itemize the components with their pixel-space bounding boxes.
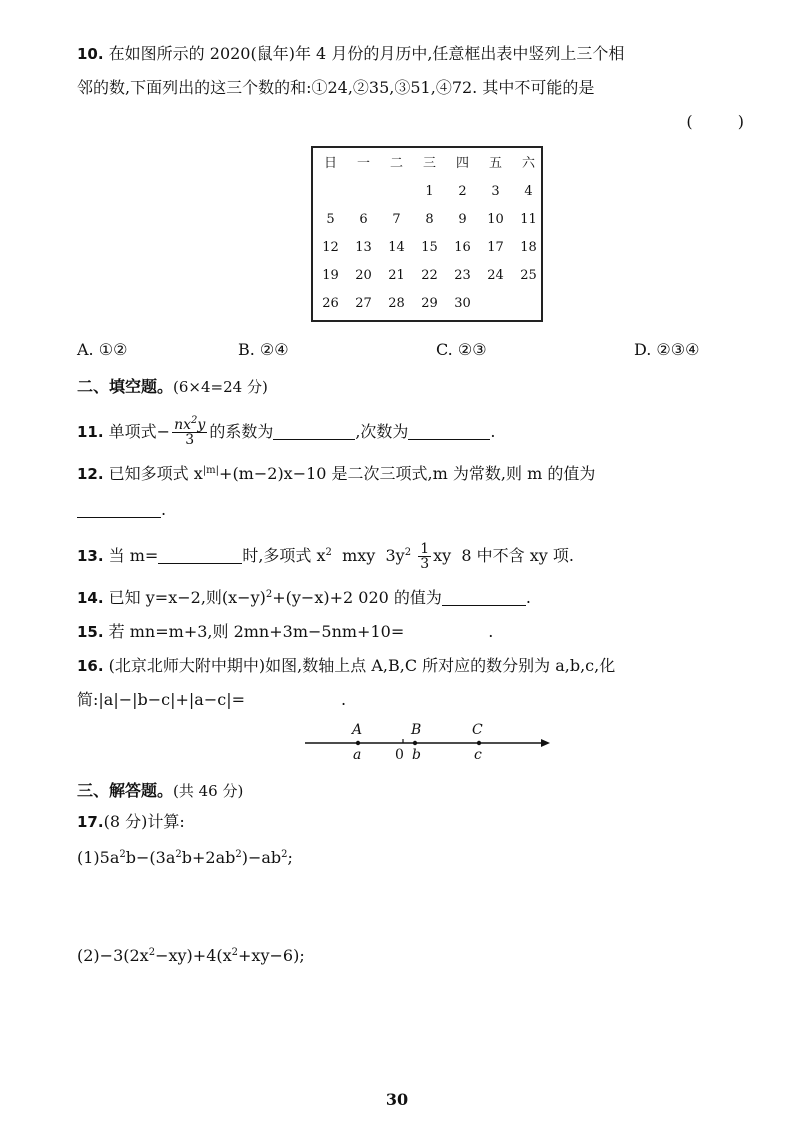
calendar-day-cell: 13	[355, 240, 372, 255]
q17-part1	[77, 848, 293, 868]
q17-p2-m1: −xy)+4(x	[155, 946, 232, 965]
q11-number: 11.	[77, 423, 104, 441]
calendar-day-cell: 29	[421, 296, 438, 311]
q16-text-2: 简:|a|−|b−c|+|a−c|=	[77, 690, 246, 709]
q15-text: 若 mn=m+3,则 2mn+3m−5nm+10=	[108, 622, 405, 641]
q17-number: 17.	[77, 813, 104, 831]
q11-frac-num: nx	[174, 417, 192, 433]
q17-p2-s2: 2	[231, 947, 239, 958]
calendar-day-cell: 17	[487, 240, 504, 255]
q16-end: .	[341, 690, 347, 709]
point-a-dot	[356, 741, 360, 745]
calendar-day-cell: 15	[421, 240, 438, 255]
section-3-title: 三、解答题。	[77, 781, 174, 800]
calendar-day-cell: 25	[520, 268, 537, 283]
calendar-day-cell: 23	[454, 268, 471, 283]
q17-p2-s1: 2	[148, 947, 156, 958]
q12-post: +(m−2)x−10 是二次三项式,m 为常数,则 m 的值为	[219, 464, 596, 483]
q12-pre: 已知多项式 x	[108, 464, 203, 483]
q17-p1-m3: )−ab	[241, 848, 282, 867]
q10-text-2: 邻的数,下面列出的这三个数的和:①24,②35,③51,④72. 其中不可能的是	[77, 78, 595, 97]
calendar-day-cell: 11	[520, 212, 537, 227]
q11-blank-degree[interactable]	[408, 423, 490, 440]
label-upper-b: B	[411, 722, 422, 738]
calendar-day-cell: 14	[388, 240, 405, 255]
calendar-day-cell: 18	[520, 240, 537, 255]
calendar-day-cell: 10	[487, 212, 504, 227]
number-line-svg	[305, 722, 550, 766]
label-zero: 0	[395, 747, 404, 763]
calendar-day-cell: 3	[491, 184, 500, 199]
calendar-header-cell: 四	[455, 156, 469, 171]
calendar-day-cell: 12	[322, 240, 339, 255]
q14-sup: 2	[265, 589, 273, 600]
q15-end: .	[488, 622, 494, 641]
calendar-header-cell: 二	[389, 156, 403, 171]
calendar-day-cell: 5	[326, 212, 335, 227]
q11-sep: ,次数为	[355, 422, 409, 441]
q13-mid3	[411, 546, 416, 565]
q12-number: 12.	[77, 465, 104, 483]
q11-frac-y: y	[197, 417, 206, 433]
q11-frac-sup: 2	[191, 415, 198, 426]
section-3-note: (共 46 分)	[173, 782, 244, 800]
number-line-arrow	[541, 739, 550, 747]
q13-pre: 当 m=	[108, 546, 159, 565]
calendar-header-cell: 日	[323, 156, 337, 171]
calendar-day-cell: 22	[421, 268, 438, 283]
calendar-day-cell: 16	[454, 240, 471, 255]
q17-p1-end: ;	[287, 848, 293, 867]
calendar-day-cell: 28	[388, 296, 405, 311]
calendar-day-cell: 24	[487, 268, 504, 283]
q11-end: .	[490, 422, 496, 441]
q10-number: 10.	[77, 45, 104, 63]
q12-sup: |m|	[202, 465, 220, 476]
q14-number: 14.	[77, 589, 104, 607]
label-upper-c: C	[472, 722, 483, 738]
q13-fraction	[418, 542, 431, 571]
q15-line	[77, 622, 493, 642]
q17-p1-m1: b−(3a	[125, 848, 176, 867]
calendar-day-cell: 2	[458, 184, 467, 199]
calendar-day-cell: 27	[355, 296, 372, 311]
calendar-day-cell: 20	[355, 268, 372, 283]
q11-blank-coefficient[interactable]	[273, 423, 355, 440]
q14-blank[interactable]	[442, 589, 526, 606]
q11-mid: 的系数为	[209, 422, 274, 441]
calendar-day-cell: 7	[392, 212, 401, 227]
calendar-header-cell: 五	[488, 156, 502, 171]
q17-p1-pre: (1)5a	[77, 848, 120, 867]
q17-head: (8 分)计算:	[103, 812, 185, 831]
q11-pre: 单项式−	[108, 422, 171, 441]
q17-p1-s2: 2	[175, 849, 182, 860]
q13-line	[77, 542, 574, 571]
q10-option-d: D. ②③④	[634, 340, 700, 359]
q17-p1-m2: b+2ab	[181, 848, 236, 867]
q13-mid2: mxy 3y	[331, 546, 405, 565]
q12-blank[interactable]	[77, 501, 161, 518]
q11-fraction	[172, 415, 207, 448]
calendar-day-cell: 1	[425, 184, 434, 199]
q14-post: +(y−x)+2 020 的值为	[272, 588, 442, 607]
point-b-dot	[413, 741, 417, 745]
q13-number: 13.	[77, 547, 104, 565]
q17-p1-s1: 2	[119, 849, 126, 860]
label-lower-b: b	[412, 747, 421, 763]
page-number: 30	[385, 1090, 409, 1109]
q10-text-1: 在如图所示的 2020(鼠年)年 4 月份的月历中,任意框出表中竖列上三个相	[108, 44, 625, 63]
q12-end: .	[161, 500, 167, 519]
label-upper-a: A	[352, 722, 363, 738]
calendar-day-cell: 21	[388, 268, 405, 283]
section-2-title: 二、填空题。	[77, 377, 174, 396]
q14-pre: 已知 y=x−2,则(x−y)	[108, 588, 266, 607]
calendar-day-cell: 6	[359, 212, 368, 227]
q13-frac-den: 3	[420, 556, 430, 572]
calendar-day-cell: 4	[524, 184, 533, 199]
q14-end: .	[525, 588, 531, 607]
q14-line	[77, 588, 531, 608]
calendar-day-cell: 19	[322, 268, 339, 283]
q10-option-c: C. ②③	[436, 340, 487, 359]
calendar-day-cell: 30	[454, 296, 471, 311]
q13-sup2: 2	[404, 547, 412, 558]
q17-part2	[77, 946, 305, 966]
calendar-header-cell: 三	[422, 156, 436, 171]
calendar-day-cell: 8	[425, 212, 434, 227]
q12-line2	[77, 500, 166, 520]
calendar-day-cell: 9	[458, 212, 467, 227]
q16-line2	[77, 690, 346, 710]
q10-line1	[77, 44, 624, 64]
number-line-figure	[305, 722, 550, 766]
q13-blank[interactable]	[158, 547, 242, 564]
q12-line1	[77, 464, 595, 484]
q17-p1-s4: 2	[281, 849, 288, 860]
section-2-note: (6×4=24 分)	[173, 378, 268, 396]
label-lower-a: a	[353, 747, 362, 763]
calendar-table	[311, 146, 543, 322]
q17-p1-s3: 2	[235, 849, 242, 860]
calendar-day-cell: 26	[322, 296, 339, 311]
section-3-heading	[77, 778, 243, 801]
q15-number: 15.	[77, 623, 104, 641]
section-2-heading	[77, 374, 268, 397]
q10-option-b: B. ②④	[238, 340, 289, 359]
q17-p2-m2: +xy−6);	[238, 946, 305, 965]
calendar-header-cell: 一	[356, 156, 370, 171]
calendar-header-cell: 六	[521, 156, 535, 171]
q13-sup1: 2	[325, 547, 332, 558]
q11-frac-den: 3	[185, 432, 195, 448]
q13-post: xy 8 中不含 xy 项.	[433, 546, 574, 565]
point-c-dot	[477, 741, 481, 745]
q17-head-line	[77, 812, 185, 832]
q13-mid: 时,多项式 x	[242, 546, 326, 565]
q17-p2-pre: (2)−3(2x	[77, 946, 149, 965]
q16-number: 16.	[77, 657, 104, 675]
q10-option-a: A. ①②	[77, 340, 128, 359]
q16-text-1: (北京北师大附中期中)如图,数轴上点 A,B,C 所对应的数分别为 a,b,c,化	[108, 656, 616, 675]
q10-answer-paren: ( )	[686, 112, 764, 131]
q11-line	[77, 415, 496, 448]
q10-line2	[77, 78, 594, 98]
label-lower-c: c	[474, 747, 482, 763]
q16-line1	[77, 656, 615, 676]
q13-frac-num: 1	[420, 541, 430, 557]
